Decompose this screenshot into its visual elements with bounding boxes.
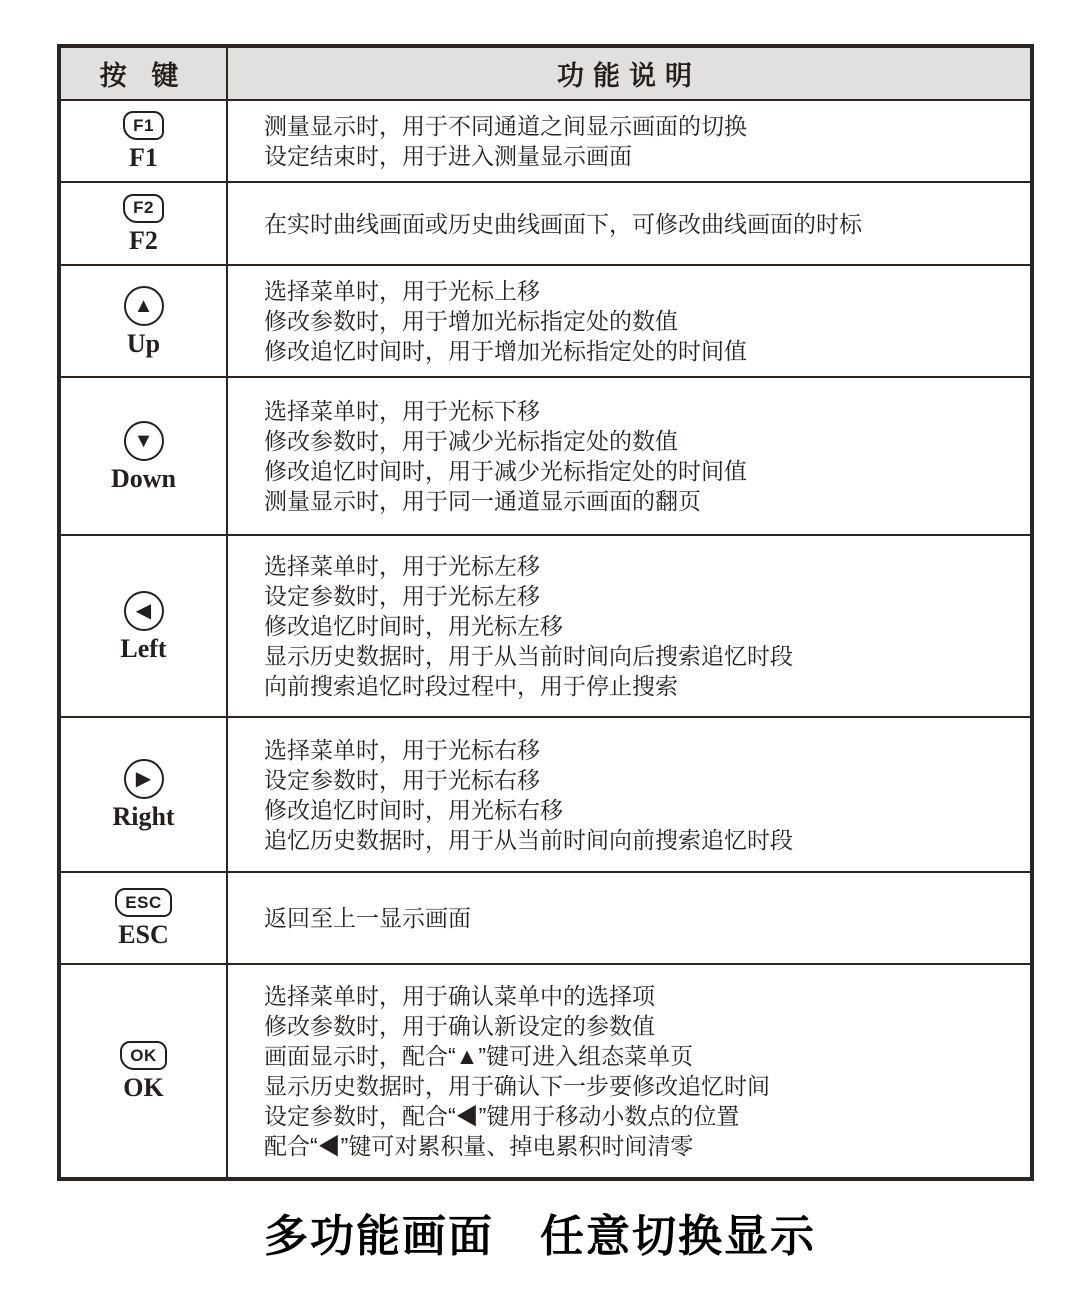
down-arrow-key-icon: ▼ <box>124 421 164 461</box>
description-line: 测量显示时，用于不同通道之间显示画面的切换 <box>264 113 747 139</box>
key-label: F2 <box>129 225 158 255</box>
key-label: Left <box>120 633 167 663</box>
description-line: 选择菜单时，用于光标上移 <box>264 278 540 304</box>
up-arrow-key-icon: ▲ <box>124 286 164 326</box>
page-title: 多功能画面 任意切换显示 <box>264 1212 816 1261</box>
key-cell <box>59 182 227 265</box>
description-line: 设定参数时，用于光标右移 <box>264 766 540 793</box>
description-line: 配合“◀”键可对累积量、掉电累积时间清零 <box>264 1133 694 1159</box>
key-cell <box>59 717 227 872</box>
function-description-cell <box>227 377 1032 535</box>
description-line: 修改追忆时间时，用光标右移 <box>264 796 563 823</box>
table-row <box>59 100 1032 182</box>
description-line: 设定参数时，用于光标左移 <box>264 583 540 609</box>
header-desc-column: 功能说明 <box>227 46 1032 100</box>
key-visual <box>61 194 226 254</box>
table-row <box>59 377 1032 535</box>
esc-key-icon: ESC <box>115 888 171 917</box>
description-line: 选择菜单时，用于确认菜单中的选择项 <box>264 983 655 1009</box>
description-line: 向前搜索追忆时段过程中，用于停止搜索 <box>264 673 678 699</box>
description-line: 画面显示时，配合“▲”键可进入组态菜单页 <box>264 1043 694 1069</box>
description-line: 追忆历史数据时，用于从当前时间向前搜索追忆时段 <box>264 826 793 853</box>
key-visual <box>61 888 226 948</box>
right-arrow-key-icon: ▶ <box>124 759 164 799</box>
key-visual <box>61 111 226 171</box>
left-arrow-key-icon: ◀ <box>124 591 164 631</box>
key-visual <box>61 591 226 662</box>
key-visual <box>61 421 226 492</box>
key-label: F1 <box>129 143 158 172</box>
description-line: 修改参数时，用于增加光标指定处的数值 <box>264 308 678 334</box>
ok-key-icon: OK <box>120 1041 167 1070</box>
header-key-column: 按 键 <box>59 46 227 100</box>
table-header <box>59 46 1032 100</box>
function-description-cell <box>227 265 1032 377</box>
description-line: 选择菜单时，用于光标左移 <box>264 553 540 579</box>
table-row <box>59 265 1032 377</box>
key-cell <box>59 265 227 377</box>
table-row <box>59 872 1032 964</box>
f2-key-icon: F2 <box>123 194 164 223</box>
description-line: 测量显示时，用于同一通道显示画面的翻页 <box>264 488 701 514</box>
table-row <box>59 182 1032 265</box>
description-line: 在实时曲线画面或历史曲线画面下，可修改曲线画面的时标 <box>264 210 862 237</box>
function-description-cell <box>227 182 1032 265</box>
description-line: 修改追忆时间时，用光标左移 <box>264 613 563 639</box>
description-line: 显示历史数据时，用于确认下一步要修改追忆时间 <box>264 1073 770 1099</box>
function-description-cell <box>227 100 1032 182</box>
key-cell <box>59 964 227 1179</box>
key-visual <box>61 759 226 830</box>
key-cell <box>59 535 227 717</box>
description-line: 修改参数时，用于减少光标指定处的数值 <box>264 428 678 454</box>
f1-key-icon: F1 <box>123 111 164 140</box>
description-line: 选择菜单时，用于光标下移 <box>264 398 540 424</box>
function-description-cell <box>227 717 1032 872</box>
table-row <box>59 964 1032 1179</box>
key-visual <box>61 1041 226 1101</box>
description-line: 返回至上一显示画面 <box>264 905 471 931</box>
key-function-table <box>57 44 1034 1181</box>
key-cell <box>59 377 227 535</box>
key-label: Up <box>126 328 161 358</box>
description-line: 选择菜单时，用于光标右移 <box>264 736 540 763</box>
description-line: 设定结束时，用于进入测量显示画面 <box>264 143 632 169</box>
key-visual <box>61 286 226 357</box>
description-line: 修改参数时，用于确认新设定的参数值 <box>264 1013 655 1039</box>
description-line: 显示历史数据时，用于从当前时间向后搜索追忆时段 <box>264 643 793 669</box>
description-line: 修改追忆时间时，用于增加光标指定处的时间值 <box>264 338 747 364</box>
key-label: Down <box>110 463 176 493</box>
description-line: 设定参数时，配合“◀”键用于移动小数点的位置 <box>264 1103 740 1129</box>
table-row <box>59 717 1032 872</box>
header-row <box>59 46 1032 100</box>
function-description-cell <box>227 872 1032 964</box>
key-label: ESC <box>118 920 169 949</box>
function-description-cell <box>227 535 1032 717</box>
key-cell <box>59 100 227 182</box>
key-label: Right <box>112 802 175 831</box>
description-line: 修改追忆时间时，用于减少光标指定处的时间值 <box>264 458 747 484</box>
function-description-cell <box>227 964 1032 1179</box>
key-cell <box>59 872 227 964</box>
table-row <box>59 535 1032 717</box>
key-label: OK <box>123 1073 164 1102</box>
